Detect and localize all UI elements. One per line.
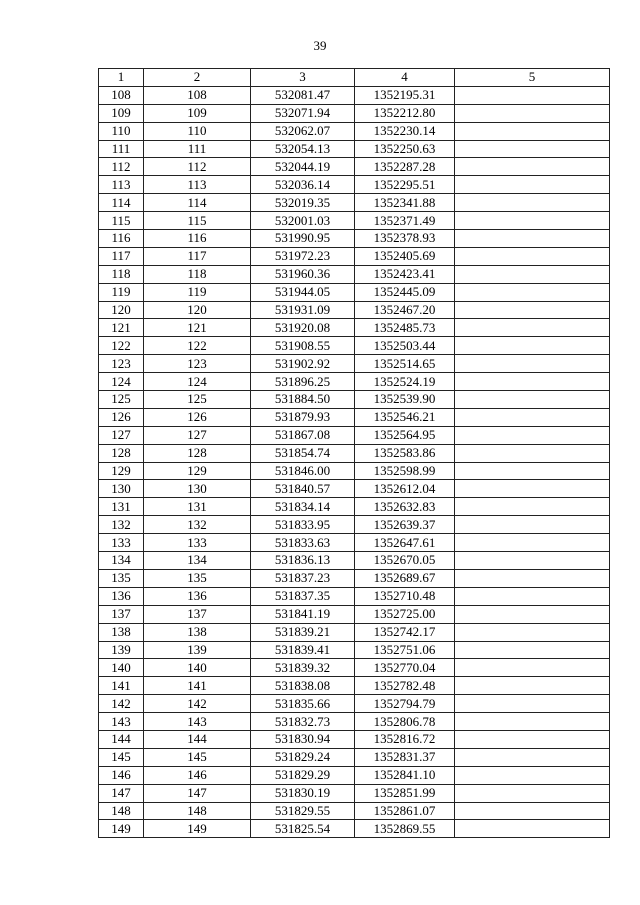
- table-row: [99, 355, 610, 373]
- table-row: [99, 587, 610, 605]
- table-header-row: [99, 69, 610, 87]
- cell-coordinate-x: 531972.23: [251, 247, 355, 265]
- cell-note: [455, 355, 610, 373]
- cell-point-id: 118: [144, 265, 251, 283]
- cell-note: [455, 498, 610, 516]
- cell-point-id: 149: [144, 820, 251, 838]
- cell-coordinate-y: 1352841.10: [355, 766, 455, 784]
- cell-point-number: 148: [99, 802, 144, 820]
- cell-coordinate-y: 1352831.37: [355, 748, 455, 766]
- cell-point-id: 111: [144, 140, 251, 158]
- table-row: [99, 337, 610, 355]
- cell-coordinate-x: 531867.08: [251, 426, 355, 444]
- cell-coordinate-y: 1352710.48: [355, 587, 455, 605]
- table-row: [99, 212, 610, 230]
- cell-coordinate-x: 531944.05: [251, 283, 355, 301]
- cell-point-id: 141: [144, 677, 251, 695]
- cell-coordinate-x: 531825.54: [251, 820, 355, 838]
- cell-note: [455, 569, 610, 587]
- cell-point-id: 122: [144, 337, 251, 355]
- cell-coordinate-y: 1352861.07: [355, 802, 455, 820]
- cell-note: [455, 659, 610, 677]
- table-row: [99, 301, 610, 319]
- table-row: [99, 122, 610, 140]
- cell-coordinate-y: 1352250.63: [355, 140, 455, 158]
- cell-coordinate-x: 531829.55: [251, 802, 355, 820]
- cell-point-number: 125: [99, 391, 144, 409]
- cell-point-number: 120: [99, 301, 144, 319]
- cell-coordinate-y: 1352230.14: [355, 122, 455, 140]
- cell-coordinate-x: 531837.35: [251, 587, 355, 605]
- cell-coordinate-y: 1352564.95: [355, 426, 455, 444]
- cell-point-number: 129: [99, 462, 144, 480]
- cell-point-number: 108: [99, 86, 144, 104]
- cell-coordinate-y: 1352689.67: [355, 569, 455, 587]
- cell-note: [455, 730, 610, 748]
- cell-coordinate-y: 1352546.21: [355, 408, 455, 426]
- cell-coordinate-x: 531829.24: [251, 748, 355, 766]
- table-row: [99, 265, 610, 283]
- cell-coordinate-x: 531920.08: [251, 319, 355, 337]
- cell-coordinate-x: 532019.35: [251, 194, 355, 212]
- cell-note: [455, 784, 610, 802]
- cell-point-number: 140: [99, 659, 144, 677]
- table-row: [99, 766, 610, 784]
- cell-note: [455, 677, 610, 695]
- cell-point-id: 148: [144, 802, 251, 820]
- cell-note: [455, 820, 610, 838]
- table-row: [99, 784, 610, 802]
- cell-point-id: 142: [144, 695, 251, 713]
- cell-coordinate-y: 1352405.69: [355, 247, 455, 265]
- cell-coordinate-x: 531840.57: [251, 480, 355, 498]
- cell-note: [455, 605, 610, 623]
- cell-coordinate-x: 531834.14: [251, 498, 355, 516]
- cell-note: [455, 748, 610, 766]
- cell-point-number: 109: [99, 104, 144, 122]
- cell-point-id: 133: [144, 534, 251, 552]
- cell-point-number: 143: [99, 713, 144, 731]
- cell-point-id: 130: [144, 480, 251, 498]
- cell-coordinate-x: 531908.55: [251, 337, 355, 355]
- cell-coordinate-y: 1352378.93: [355, 230, 455, 248]
- header-col-1: 1: [99, 69, 144, 87]
- cell-note: [455, 158, 610, 176]
- cell-point-id: 132: [144, 516, 251, 534]
- header-col-5: 5: [455, 69, 610, 87]
- cell-point-id: 137: [144, 605, 251, 623]
- coordinates-table: [98, 68, 610, 838]
- cell-point-id: 144: [144, 730, 251, 748]
- cell-point-id: 112: [144, 158, 251, 176]
- cell-point-number: 145: [99, 748, 144, 766]
- cell-note: [455, 194, 610, 212]
- cell-point-id: 139: [144, 641, 251, 659]
- cell-point-number: 134: [99, 552, 144, 570]
- cell-point-id: 117: [144, 247, 251, 265]
- cell-coordinate-x: 531841.19: [251, 605, 355, 623]
- table-row: [99, 104, 610, 122]
- cell-coordinate-x: 531990.95: [251, 230, 355, 248]
- cell-note: [455, 713, 610, 731]
- cell-coordinate-x: 531838.08: [251, 677, 355, 695]
- cell-note: [455, 623, 610, 641]
- table-row: [99, 176, 610, 194]
- cell-coordinate-x: 531896.25: [251, 373, 355, 391]
- cell-point-number: 117: [99, 247, 144, 265]
- cell-point-number: 115: [99, 212, 144, 230]
- cell-coordinate-y: 1352742.17: [355, 623, 455, 641]
- cell-point-id: 138: [144, 623, 251, 641]
- cell-coordinate-y: 1352341.88: [355, 194, 455, 212]
- cell-note: [455, 122, 610, 140]
- cell-note: [455, 766, 610, 784]
- cell-note: [455, 247, 610, 265]
- cell-point-number: 127: [99, 426, 144, 444]
- cell-point-number: 124: [99, 373, 144, 391]
- cell-point-number: 110: [99, 122, 144, 140]
- cell-point-number: 119: [99, 283, 144, 301]
- cell-point-id: 143: [144, 713, 251, 731]
- cell-point-id: 121: [144, 319, 251, 337]
- table-row: [99, 730, 610, 748]
- cell-point-id: 131: [144, 498, 251, 516]
- cell-coordinate-x: 532062.07: [251, 122, 355, 140]
- cell-point-id: 128: [144, 444, 251, 462]
- cell-coordinate-y: 1352423.41: [355, 265, 455, 283]
- cell-point-id: 119: [144, 283, 251, 301]
- table-row: [99, 230, 610, 248]
- cell-coordinate-x: 531833.63: [251, 534, 355, 552]
- cell-point-number: 137: [99, 605, 144, 623]
- cell-coordinate-y: 1352612.04: [355, 480, 455, 498]
- cell-coordinate-x: 531836.13: [251, 552, 355, 570]
- cell-point-id: 116: [144, 230, 251, 248]
- cell-coordinate-y: 1352639.37: [355, 516, 455, 534]
- table-row: [99, 802, 610, 820]
- cell-note: [455, 283, 610, 301]
- cell-coordinate-x: 531837.23: [251, 569, 355, 587]
- cell-note: [455, 552, 610, 570]
- cell-point-id: 114: [144, 194, 251, 212]
- cell-point-number: 147: [99, 784, 144, 802]
- cell-point-id: 108: [144, 86, 251, 104]
- cell-point-id: 136: [144, 587, 251, 605]
- cell-note: [455, 104, 610, 122]
- cell-point-id: 126: [144, 408, 251, 426]
- cell-note: [455, 176, 610, 194]
- table-row: [99, 623, 610, 641]
- cell-coordinate-x: 531931.09: [251, 301, 355, 319]
- cell-coordinate-y: 1352212.80: [355, 104, 455, 122]
- cell-coordinate-x: 532036.14: [251, 176, 355, 194]
- table-row: [99, 194, 610, 212]
- cell-point-number: 133: [99, 534, 144, 552]
- page-number: 39: [313, 38, 327, 53]
- table-row: [99, 820, 610, 838]
- cell-note: [455, 587, 610, 605]
- header-col-3: 3: [251, 69, 355, 87]
- cell-coordinate-x: 531830.19: [251, 784, 355, 802]
- cell-coordinate-y: 1352287.28: [355, 158, 455, 176]
- cell-note: [455, 319, 610, 337]
- cell-point-number: 122: [99, 337, 144, 355]
- cell-coordinate-y: 1352195.31: [355, 86, 455, 104]
- table-row: [99, 86, 610, 104]
- cell-coordinate-x: 532001.03: [251, 212, 355, 230]
- cell-coordinate-x: 531839.41: [251, 641, 355, 659]
- cell-point-id: 145: [144, 748, 251, 766]
- cell-note: [455, 140, 610, 158]
- cell-coordinate-x: 531879.93: [251, 408, 355, 426]
- table-row: [99, 283, 610, 301]
- cell-coordinate-x: 531960.36: [251, 265, 355, 283]
- cell-point-id: 129: [144, 462, 251, 480]
- cell-coordinate-y: 1352725.00: [355, 605, 455, 623]
- cell-coordinate-y: 1352503.44: [355, 337, 455, 355]
- cell-coordinate-x: 531829.29: [251, 766, 355, 784]
- cell-point-number: 126: [99, 408, 144, 426]
- cell-point-number: 121: [99, 319, 144, 337]
- cell-note: [455, 265, 610, 283]
- cell-note: [455, 86, 610, 104]
- cell-point-id: 113: [144, 176, 251, 194]
- cell-note: [455, 695, 610, 713]
- cell-note: [455, 391, 610, 409]
- cell-note: [455, 230, 610, 248]
- table-row: [99, 677, 610, 695]
- cell-point-number: 136: [99, 587, 144, 605]
- cell-point-id: 134: [144, 552, 251, 570]
- table-row: [99, 319, 610, 337]
- header-col-4: 4: [355, 69, 455, 87]
- cell-coordinate-y: 1352782.48: [355, 677, 455, 695]
- table-row: [99, 444, 610, 462]
- cell-point-number: 141: [99, 677, 144, 695]
- cell-point-number: 132: [99, 516, 144, 534]
- cell-coordinate-y: 1352524.19: [355, 373, 455, 391]
- cell-point-number: 131: [99, 498, 144, 516]
- cell-point-number: 111: [99, 140, 144, 158]
- cell-coordinate-x: 531884.50: [251, 391, 355, 409]
- cell-point-id: 123: [144, 355, 251, 373]
- cell-point-id: 109: [144, 104, 251, 122]
- cell-point-id: 120: [144, 301, 251, 319]
- cell-note: [455, 641, 610, 659]
- cell-coordinate-x: 531854.74: [251, 444, 355, 462]
- cell-coordinate-y: 1352632.83: [355, 498, 455, 516]
- cell-note: [455, 301, 610, 319]
- cell-point-number: 144: [99, 730, 144, 748]
- cell-point-id: 135: [144, 569, 251, 587]
- table-row: [99, 391, 610, 409]
- header-col-2: 2: [144, 69, 251, 87]
- cell-coordinate-y: 1352583.86: [355, 444, 455, 462]
- cell-coordinate-x: 531833.95: [251, 516, 355, 534]
- cell-coordinate-x: 531839.21: [251, 623, 355, 641]
- cell-note: [455, 408, 610, 426]
- table-row: [99, 373, 610, 391]
- cell-coordinate-x: 532044.19: [251, 158, 355, 176]
- table-row: [99, 480, 610, 498]
- cell-note: [455, 444, 610, 462]
- cell-note: [455, 534, 610, 552]
- cell-point-id: 147: [144, 784, 251, 802]
- cell-note: [455, 802, 610, 820]
- cell-point-id: 110: [144, 122, 251, 140]
- table-row: [99, 408, 610, 426]
- cell-coordinate-y: 1352514.65: [355, 355, 455, 373]
- cell-coordinate-y: 1352816.72: [355, 730, 455, 748]
- cell-coordinate-y: 1352869.55: [355, 820, 455, 838]
- cell-point-number: 118: [99, 265, 144, 283]
- cell-point-id: 140: [144, 659, 251, 677]
- table-row: [99, 426, 610, 444]
- cell-point-number: 123: [99, 355, 144, 373]
- table-row: [99, 552, 610, 570]
- table-row: [99, 498, 610, 516]
- cell-point-id: 125: [144, 391, 251, 409]
- cell-coordinate-x: 532071.94: [251, 104, 355, 122]
- cell-coordinate-x: 531839.32: [251, 659, 355, 677]
- cell-coordinate-y: 1352598.99: [355, 462, 455, 480]
- table-row: [99, 659, 610, 677]
- cell-coordinate-y: 1352670.05: [355, 552, 455, 570]
- cell-coordinate-x: 531830.94: [251, 730, 355, 748]
- cell-coordinate-y: 1352851.99: [355, 784, 455, 802]
- cell-coordinate-x: 532081.47: [251, 86, 355, 104]
- cell-coordinate-y: 1352794.79: [355, 695, 455, 713]
- table-row: [99, 516, 610, 534]
- cell-point-number: 116: [99, 230, 144, 248]
- cell-coordinate-x: 531835.66: [251, 695, 355, 713]
- cell-coordinate-x: 531846.00: [251, 462, 355, 480]
- table-row: [99, 748, 610, 766]
- cell-point-id: 115: [144, 212, 251, 230]
- cell-note: [455, 516, 610, 534]
- cell-coordinate-y: 1352295.51: [355, 176, 455, 194]
- cell-point-number: 130: [99, 480, 144, 498]
- table-row: [99, 247, 610, 265]
- cell-point-number: 139: [99, 641, 144, 659]
- cell-coordinate-x: 532054.13: [251, 140, 355, 158]
- cell-point-number: 149: [99, 820, 144, 838]
- table-row: [99, 158, 610, 176]
- cell-coordinate-x: 531832.73: [251, 713, 355, 731]
- cell-coordinate-y: 1352806.78: [355, 713, 455, 731]
- table-row: [99, 534, 610, 552]
- cell-note: [455, 462, 610, 480]
- cell-coordinate-y: 1352445.09: [355, 283, 455, 301]
- cell-point-id: 146: [144, 766, 251, 784]
- cell-note: [455, 373, 610, 391]
- cell-point-number: 128: [99, 444, 144, 462]
- table-row: [99, 713, 610, 731]
- cell-note: [455, 212, 610, 230]
- cell-note: [455, 480, 610, 498]
- cell-point-number: 113: [99, 176, 144, 194]
- cell-point-number: 135: [99, 569, 144, 587]
- table-row: [99, 641, 610, 659]
- cell-point-id: 124: [144, 373, 251, 391]
- cell-point-number: 112: [99, 158, 144, 176]
- cell-coordinate-y: 1352770.04: [355, 659, 455, 677]
- cell-coordinate-y: 1352647.61: [355, 534, 455, 552]
- cell-note: [455, 337, 610, 355]
- cell-point-number: 146: [99, 766, 144, 784]
- cell-coordinate-y: 1352539.90: [355, 391, 455, 409]
- cell-coordinate-y: 1352371.49: [355, 212, 455, 230]
- cell-coordinate-y: 1352751.06: [355, 641, 455, 659]
- table-row: [99, 140, 610, 158]
- cell-point-number: 114: [99, 194, 144, 212]
- table-row: [99, 695, 610, 713]
- table-row: [99, 569, 610, 587]
- cell-point-number: 138: [99, 623, 144, 641]
- table-row: [99, 462, 610, 480]
- cell-coordinate-x: 531902.92: [251, 355, 355, 373]
- cell-coordinate-y: 1352467.20: [355, 301, 455, 319]
- cell-point-number: 142: [99, 695, 144, 713]
- table-row: [99, 605, 610, 623]
- cell-point-id: 127: [144, 426, 251, 444]
- table-body: [99, 86, 610, 837]
- cell-coordinate-y: 1352485.73: [355, 319, 455, 337]
- cell-note: [455, 426, 610, 444]
